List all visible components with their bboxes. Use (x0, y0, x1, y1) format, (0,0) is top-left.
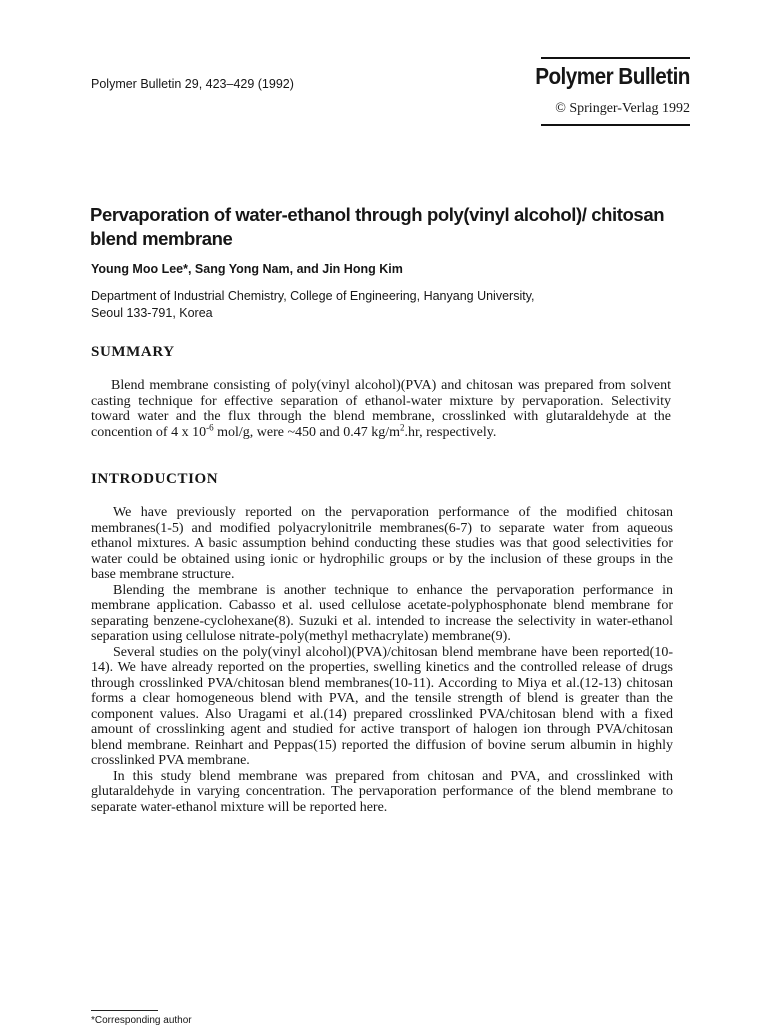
summary-paragraph (91, 378, 671, 440)
corresponding-author-footnote: *Corresponding author (91, 1015, 192, 1026)
summary-text-end: .hr, respectively. (404, 424, 497, 440)
intro-paragraph: We have previously reported on the pervaporation performance of the modified chitosan membranes(1-5) and modified polyacrylonitrile membranes(6-7) to separate water from aqueous ethanol mixtures. A basic assumption behind conducting these studies was that good selectivities for water could be obtained using ionic or hydrophilic groups or by the inclusion of these groups in the base membrane structure. (91, 505, 673, 582)
summary-heading: SUMMARY (91, 344, 175, 360)
affiliation (91, 288, 691, 322)
copyright-notice: © Springer-Verlag 1992 (555, 101, 690, 116)
journal-citation: Polymer Bulletin 29, 423–429 (1992) (91, 77, 294, 91)
flux-unit-superscript: 2 (400, 421, 405, 432)
article-title: Pervaporation of water-ethanol through poly(vinyl alcohol)/ chitosan blend membrane (90, 204, 665, 249)
intro-paragraph: Blending the membrane is another technique to enhance the pervaporation performance in membrane application. Cabasso et al. used cellulose acetate-polyphosphonate blend membrane for separating benzene-cyclohexane(8). Suzuki et al. intended to increase the selectivity in water-ethanol separation using cellulose nitrate-poly(methyl methacrylate) membrane(9). (91, 582, 673, 644)
affiliation-line-2: Seoul 133-791, Korea (91, 306, 213, 320)
author-list: Young Moo Lee*, Sang Yong Nam, and Jin Hong Kim (91, 262, 403, 276)
journal-rule-bottom (541, 124, 690, 126)
concentration-exponent: -6 (206, 421, 214, 432)
summary-text-start: Blend membrane consisting of poly(vinyl alcohol)(PVA) and chitosan was prepared from solvent casting technique for effective separation of ethanol-water mixture by pervaporation. Selectivity toward water and the flux through the blend membrane, crosslinked with glutaraldehyde at the concention of 4 x 10 (91, 378, 671, 440)
summary-text-middle: mol/g, were ~450 and 0.47 kg/m (213, 424, 401, 440)
affiliation-line-1: Department of Industrial Chemistry, College of Engineering, Hanyang University, (91, 289, 535, 303)
journal-name: Polymer Bulletin (535, 63, 690, 89)
introduction-body (91, 505, 673, 815)
footnote-rule (91, 1010, 158, 1011)
intro-paragraph: Several studies on the poly(vinyl alcohol)(PVA)/chitosan blend membrane have been reported(10-14). We have already reported on the properties, swelling kinetics and the controlled release of drugs through crosslinked PVA/chitosan blend membranes(10-11). According to Miya et al.(12-13) chitosan forms a clear homogeneous blend with PVA, and the tensile strength of blend is greater than the component values. Also Uragami et al.(14) prepared crosslinked PVA/chitosan blend with a fixed amount of crosslinking agent and studied for active transport of halogen ion through PVA/chitosan blend membrane. Reinhart and Peppas(15) reported the diffusion of bovine serum albumin in highly crosslinked PVA membrane. (91, 644, 673, 768)
introduction-heading: INTRODUCTION (91, 471, 219, 487)
intro-paragraph: In this study blend membrane was prepared from chitosan and PVA, and crosslinked with glutaraldehyde in varying concentration. The pervaporation performance of the blend membrane to separate water-ethanol mixture will be reported here. (91, 768, 673, 815)
journal-rule-top (541, 57, 690, 59)
